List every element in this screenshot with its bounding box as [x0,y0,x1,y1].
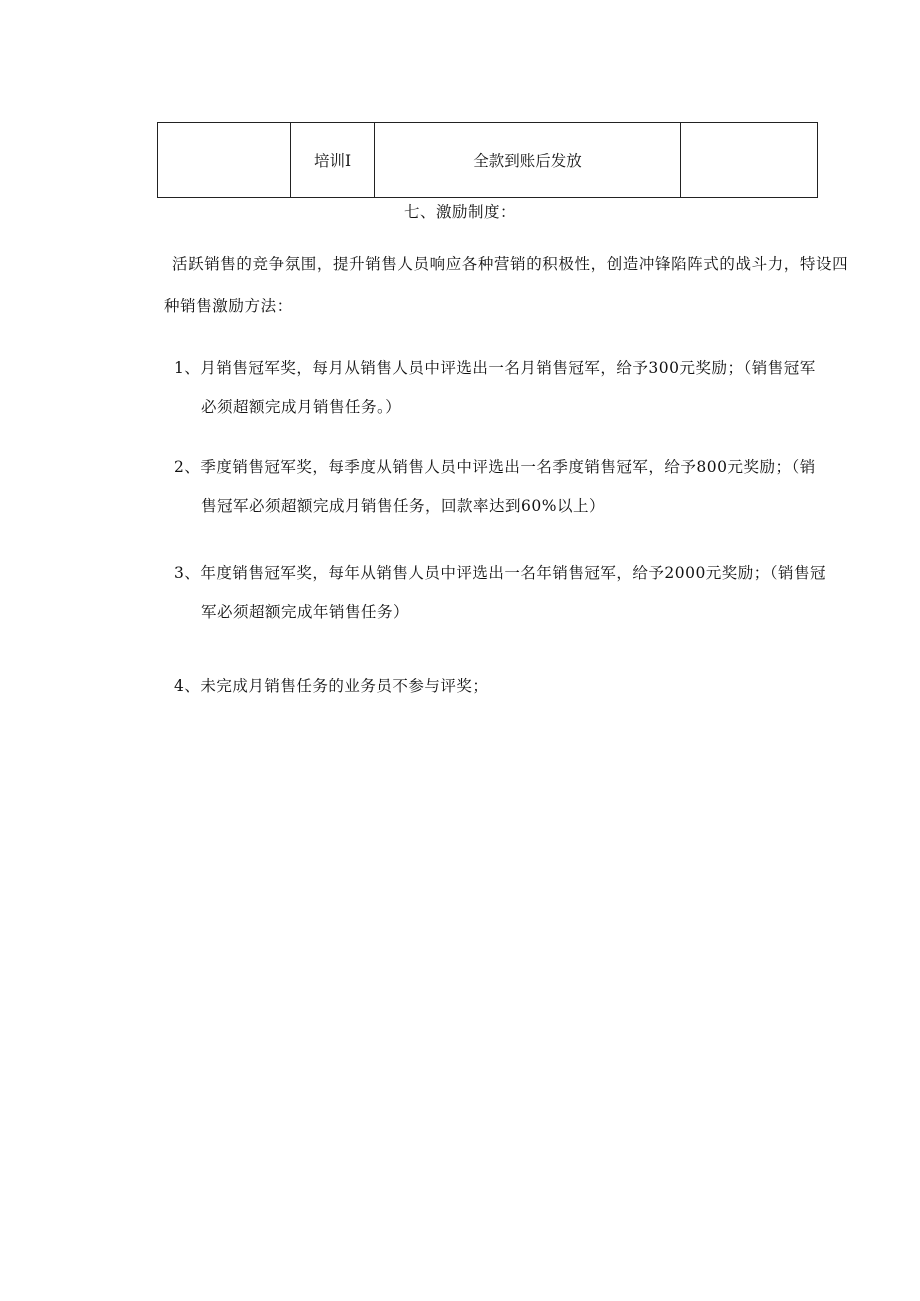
intro-line: 活跃销售的竞争氛围，提升销售人员响应各种营销的积极性，创造冲锋陷阵式的战斗力，特设四 [172,255,849,273]
list-item-line: 军必须超额完成年销售任务） [201,603,410,621]
list-item [174,352,884,430]
list-item-line: 3、年度销售冠军奖，每年从销售人员中评选出一名年销售冠军，给予2000元奖励；（销售冠 [174,564,827,582]
table-cell [681,123,818,198]
list-item-line: 1、月销售冠军奖，每月从销售人员中评选出一名月销售冠军，给予300元奖励；（销售冠军 [174,359,816,377]
list-item [174,557,884,635]
reward-table-fragment [157,122,818,198]
section-title: 七、激励制度： [403,203,516,221]
list-item-line: 2、季度销售冠军奖，每季度从销售人员中评选出一名季度销售冠军，给予800元奖励；（销 [174,458,816,476]
intro-paragraph [164,243,884,327]
list-item [174,670,884,702]
list-item-line: 售冠军必须超额完成月销售任务，回款率达到60%以上） [201,497,605,515]
list-item-line: 必须超额完成月销售任务。） [201,398,402,416]
table-cell [158,123,291,198]
table-cell: 全款到账后发放 [375,123,681,198]
list-item [174,451,884,529]
intro-line: 种销售激励方法： [164,297,293,315]
list-item-line: 4、未完成月销售任务的业务员不参与评奖； [174,677,489,695]
table-cell: 培训I [291,123,375,198]
table-row [158,123,818,198]
